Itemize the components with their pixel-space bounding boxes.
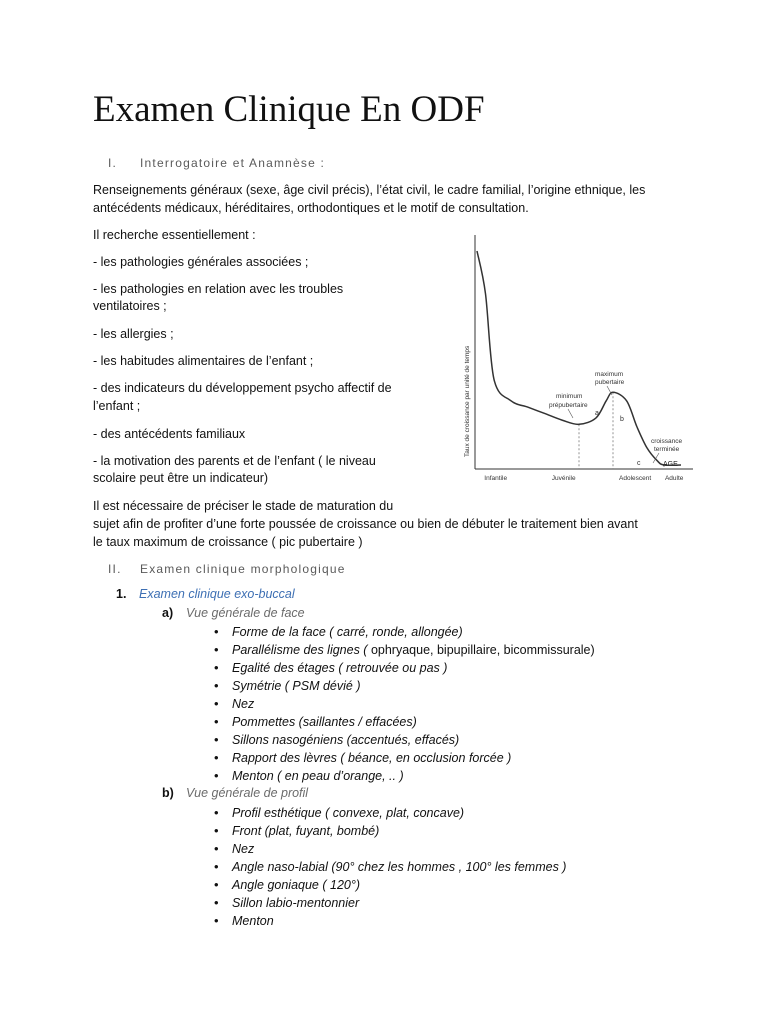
- list-item: [214, 767, 595, 785]
- list-item: [214, 695, 595, 713]
- section-1-heading: [108, 156, 325, 170]
- x-axis-label: AGE: [663, 461, 678, 468]
- item-indicateurs-1: - des indicateurs du développement psycho affectif de: [93, 381, 392, 395]
- list-item-text: Pommettes (saillantes / effacées): [232, 715, 417, 729]
- list-item: [214, 894, 566, 912]
- item-habitudes: - les habitudes alimentaires de l’enfant ;: [93, 354, 314, 368]
- annotation-prepubertaire: prépubertaire: [549, 402, 588, 409]
- item-pathologies-generales: - les pathologies générales associées ;: [93, 255, 309, 269]
- minimum-pointer: [568, 409, 573, 418]
- point-a-label: a: [595, 410, 599, 417]
- y-axis-label: Taux de croissance par unité de temps: [464, 345, 471, 457]
- list-item: [214, 641, 595, 659]
- item-pathologies-relation-1: - les pathologies en relation avec les troubles: [93, 282, 344, 296]
- maturation-line-2: sujet afin de profiter d’une forte poussée de croissance ou bien de débuter le traitement bien avant: [93, 517, 638, 531]
- list-item: [214, 713, 595, 731]
- list-item-text: Forme de la face ( carré, ronde, allongée): [232, 625, 463, 639]
- item-motivation-1: - la motivation des parents et de l’enfant ( le niveau: [93, 454, 376, 468]
- list-item-text: Rapport des lèvres ( béance, en occlusion forcée ): [232, 751, 512, 765]
- section-1-number: I.: [108, 156, 118, 170]
- list-item-text: Nez: [232, 842, 255, 856]
- item-indicateurs-2: l’enfant ;: [93, 399, 141, 413]
- list-item-text: Front (plat, fuyant, bombé): [232, 824, 380, 838]
- point-c-label: c: [637, 460, 641, 467]
- list-item-text: Profil esthétique ( convexe, plat, concave): [232, 806, 465, 820]
- list-item-text: Angle naso-labial (90° chez les hommes , 100° les femmes ): [232, 860, 567, 874]
- chart-axes: [475, 235, 693, 469]
- subsection-a-heading: [162, 606, 305, 620]
- list-item: [214, 749, 595, 767]
- list-item-text: Angle goniaque ( 120°): [232, 878, 361, 892]
- item-allergies: - les allergies ;: [93, 327, 174, 341]
- annotation-pubertaire: pubertaire: [595, 379, 625, 386]
- x-tick-label-juvénile: Juvénile: [551, 475, 576, 482]
- x-tick-label-infantile: Infantile: [484, 475, 508, 482]
- subsection-b-title: Vue générale de profil: [186, 786, 309, 800]
- maturation-line-3: le taux maximum de croissance ( pic pubertaire ): [93, 535, 363, 549]
- subsection-b-label: b): [162, 786, 174, 800]
- intro-line-2: antécédents médicaux, héréditaires, orthodontiques et le motif de consultation.: [93, 201, 529, 215]
- intro-line-1: Renseignements généraux (sexe, âge civil précis), l’état civil, le cadre familial, l’origine ethnique, les: [93, 183, 646, 197]
- item-antecedents: - des antécédents familiaux: [93, 427, 246, 441]
- list-item-text: Egalité des étages ( retrouvée ou pas ): [232, 661, 448, 675]
- list-item-text: Menton ( en peau d’orange, .. ): [232, 769, 404, 783]
- subsection-1-heading: [116, 587, 295, 601]
- list-item-text: Sillon labio-mentonnier: [232, 896, 360, 910]
- annotation-croissance: croissance: [651, 438, 683, 445]
- list-item-text: Menton: [232, 914, 274, 928]
- item-motivation-2: scolaire peut être un indicateur): [93, 471, 269, 485]
- face-bullet-list: [214, 623, 595, 785]
- list-item-text-rest: ophryaque, bipupillaire, bicommissurale): [370, 643, 595, 657]
- x-tick-label-adulte: Adulte: [664, 475, 684, 482]
- annotation-maximum: maximum: [595, 371, 624, 378]
- list-item-text: Nez: [232, 697, 255, 711]
- subsection-1-title: Examen clinique exo-buccal: [139, 587, 295, 601]
- annotation-minimum: minimum: [556, 393, 583, 400]
- list-item: [214, 840, 566, 858]
- list-item: [214, 822, 566, 840]
- list-item: [214, 623, 595, 641]
- annotation-terminee: terminée: [654, 446, 680, 453]
- document-title: Examen Clinique En ODF: [93, 89, 485, 130]
- list-item: [214, 858, 566, 876]
- x-tick-label-adolescent: Adolescent: [619, 475, 652, 482]
- growth-curve-chart: [455, 235, 700, 490]
- subsection-b-heading: [162, 786, 308, 800]
- list-item: [214, 876, 566, 894]
- subsection-1-number: 1.: [116, 587, 127, 601]
- list-item-text: Symétrie ( PSM dévié ): [232, 679, 361, 693]
- list-item: [214, 804, 566, 822]
- list-item: [214, 912, 566, 930]
- point-b-label: b: [620, 416, 624, 423]
- section-2-heading: [108, 562, 346, 576]
- section-2-title: Examen clinique morphologique: [140, 562, 346, 576]
- section-1-title: Interrogatoire et Anamnèse :: [140, 156, 326, 170]
- subsection-a-label: a): [162, 606, 174, 620]
- list-item: [214, 659, 595, 677]
- list-item-text: Parallélisme des lignes (: [232, 643, 371, 657]
- item-pathologies-relation-2: ventilatoires ;: [93, 299, 167, 313]
- profile-bullet-list: [214, 804, 566, 930]
- section-2-number: II.: [108, 562, 122, 576]
- recherche-text: Il recherche essentiellement :: [93, 228, 256, 242]
- list-item: [214, 731, 595, 749]
- list-item: [214, 677, 595, 695]
- subsection-a-title: Vue générale de face: [186, 606, 305, 620]
- list-item-text: Sillons nasogéniens (accentués, effacés): [232, 733, 460, 747]
- maturation-line-1: Il est nécessaire de préciser le stade de maturation du: [93, 499, 394, 513]
